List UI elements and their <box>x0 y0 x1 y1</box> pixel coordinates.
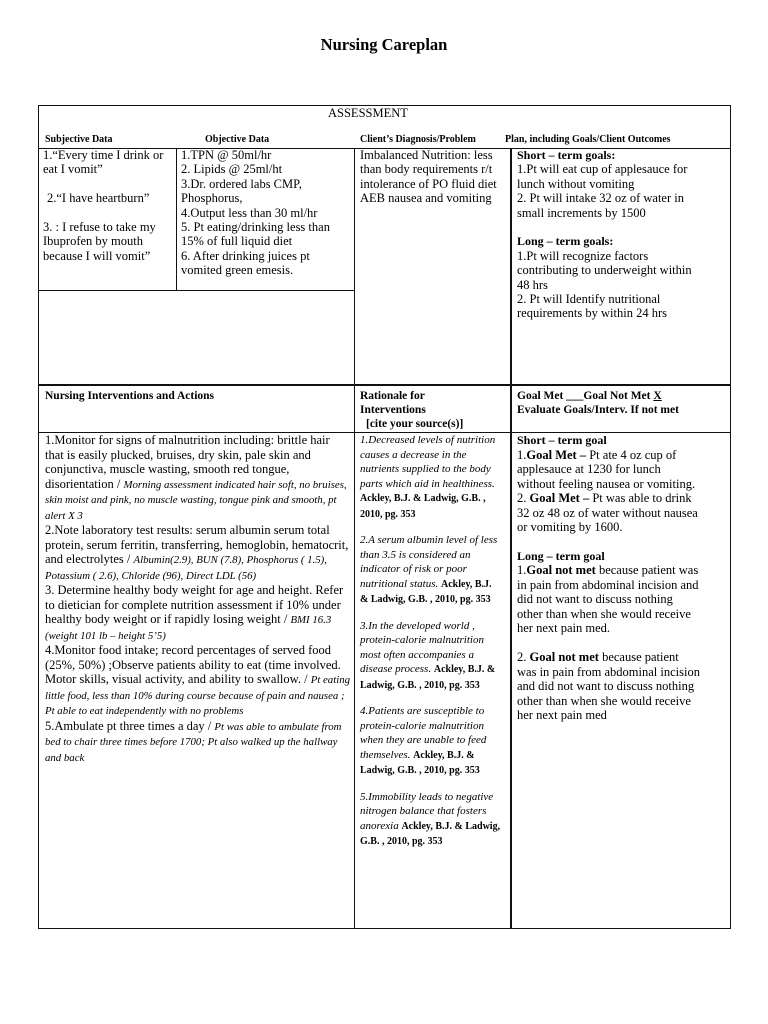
subjective-objective-divider <box>176 148 177 291</box>
rationale-item <box>360 533 502 608</box>
evaluation-item <box>517 448 701 492</box>
subjective-header: Subjective Data <box>45 134 113 145</box>
intervention-item <box>45 583 350 643</box>
rationale-text: 5.Immobility leads to negative nitrogen balance that fosters anorexia <box>360 790 494 832</box>
intervention-item <box>45 643 350 719</box>
short-term-goal-label: Short – term goal <box>517 433 607 447</box>
rationale-item <box>360 790 502 850</box>
objective-item: 4.Output less than 30 ml/hr <box>181 205 318 220</box>
interventions-header: Nursing Interventions and Actions <box>45 390 215 402</box>
objective-item: 6. After drinking juices pt vomited green emesis. <box>181 248 310 278</box>
rationale-text: 1.Decreased levels of nutrition causes a decrease in the nutrients supplied to the body parts which aid in healthiness. <box>360 434 496 490</box>
objective-item: 5. Pt eating/drinking less than 15% of full liquid diet <box>181 220 330 249</box>
assessment-heading: ASSESSMENT <box>328 106 408 120</box>
short-term-goal: 2. Pt will intake 32 oz of water in small increments by 1500 <box>517 191 684 220</box>
intervention-text: 5.Ambulate pt three times a day / <box>45 718 215 733</box>
evaluation-cell <box>517 433 701 723</box>
intervention-text: 1.Monitor for signs of malnutrition including: brittle hair that is easily plucked, bruises, dry skin, pale skin and conjunctiva, muscle wasting, smooth red tongue, disorientation / <box>45 433 330 491</box>
long-term-goals-label: Long – term goals: <box>517 234 614 249</box>
interventions-section-rule <box>38 384 731 386</box>
rationale-text: 3.In the developed world , protein-calorie malnutrition most often accompanies a disease process. <box>360 619 484 675</box>
intervention-text: 2.Note laboratory test results: serum albumin serum total protein, serum ferritin, transferring, hemoglobin, hematocrit, and electrolytes / <box>45 523 349 566</box>
long-term-goal: 2. Pt will Identify nutritional requirements by within 24 hrs <box>517 292 667 321</box>
objective-item: 2. Lipids @ 25ml/ht <box>181 162 283 177</box>
rationale-source: Ackley, B.J. & Ladwig, G.B. , 2010, pg. 353 <box>360 749 480 776</box>
evaluation-header <box>517 389 697 417</box>
plan-header: Plan, including Goals/Client Outcomes <box>505 134 671 145</box>
interventions-cell <box>45 433 350 765</box>
rationale-header <box>360 389 500 431</box>
subjective-objective-bottom-rule <box>38 290 355 291</box>
evaluation-num: 2. <box>517 491 530 505</box>
column-divider-right <box>510 148 512 928</box>
evaluation-text: Pt ate 4 oz cup of applesauce at 1230 for lunch without feeling nausea or vomiting. <box>517 447 696 491</box>
evaluation-num: 2. <box>517 650 530 665</box>
intervention-item <box>45 433 350 523</box>
rationale-source: Ackley, B.J. & Ladwig, G.B. , 2010, pg. 353 <box>360 493 486 520</box>
evaluation-text: because patient was in pain from abdominal incision and did not want to discuss nothing other than when she would receive her next pain med <box>517 650 700 723</box>
rationale-header-title: Rationale for Interventions <box>360 390 426 416</box>
intervention-note: Morning assessment indicated hair soft, no bruises, skin moist and pink, no muscle wasting, tongue pink and smooth, pt alert X 3 <box>45 478 347 522</box>
rationale-header-cite: [cite your source(s)] <box>366 418 464 430</box>
evaluation-status: Goal not met <box>526 563 596 578</box>
rationale-cell <box>360 433 502 861</box>
rationale-source: Ackley, B.J. & Ladwig, G.B. , 2010, pg. 353 <box>360 820 501 847</box>
objective-header: Objective Data <box>205 134 270 145</box>
evaluation-header-status: Goal Met ___Goal Not Met <box>517 390 654 402</box>
evaluation-status: Goal not met <box>529 650 599 665</box>
diagnosis-header: Client’s Diagnosis/Problem <box>360 134 476 145</box>
intervention-item <box>45 523 350 583</box>
objective-item: 1.TPN @ 50ml/hr <box>181 148 272 162</box>
subjective-item: 2.“I have heartburn” <box>47 191 150 206</box>
subjective-item: 3. : I refuse to take my Ibuprofen by mouth because I will vomit” <box>43 220 156 263</box>
intervention-note: BMI 16.3 (weight 101 lb – height 5’5) <box>45 614 332 642</box>
intervention-note: Albumin(2.9), BUN (7.8), Phosphorus ( 1.5), Potassium ( 2.6), Chloride (96), Direct LDL (56) <box>45 554 327 582</box>
rationale-item <box>360 704 502 779</box>
evaluation-item <box>517 650 701 723</box>
long-term-goal-label: Long – term goal <box>517 548 605 563</box>
evaluation-text: Pt was able to drink 32 oz 48 oz of water without nausea or vomiting by 1600. <box>517 491 698 534</box>
evaluation-header-mark: X <box>653 390 662 402</box>
short-term-goal: 1.Pt will eat cup of applesauce for lunch without vomiting <box>517 162 688 191</box>
evaluation-header-subtitle: Evaluate Goals/Interv. If not met <box>517 404 679 416</box>
rationale-text: 2.A serum albumin level of less than 3.5 is considered an indicator of risk or poor nutritional status. <box>360 534 498 590</box>
intervention-text: 3. Determine healthy body weight for age and height. Refer to dietician for complete nutrition assessment if 10% under healthy body weight or if rapidly losing weight / <box>45 583 344 626</box>
intervention-text: 4.Monitor food intake; record percentages of served food (25%, 50%) ;Observe patients ability to eat (time involved. Motor skills, visual activity, and ability to swallow. / <box>45 643 341 686</box>
intervention-item <box>45 719 350 766</box>
objective-data-cell <box>181 148 349 278</box>
intervention-note: Pt eating little food, less than 10% during course because of pain and nausea ; Pt able to eat independently with no problems <box>45 674 350 717</box>
table-border-bottom <box>38 928 731 929</box>
evaluation-item <box>517 563 701 636</box>
plan-cell <box>517 148 703 321</box>
intervention-note: Pt was able to ambulate from bed to chair three times before 1700; Pt also walked up the hallway and back <box>45 720 342 764</box>
evaluation-status: Goal Met – <box>529 491 590 505</box>
objective-item: 3.Dr. ordered labs CMP, Phosphorus, <box>181 176 302 206</box>
long-term-goal: 1.Pt will recognize factors contributing to underweight within 48 hrs <box>517 248 692 292</box>
table-border-right <box>730 105 731 929</box>
table-border-left <box>38 105 39 929</box>
evaluation-num: 1. <box>517 563 527 578</box>
subjective-item: 1.“Every time I drink or eat I vomit” <box>43 148 164 177</box>
subjective-data-cell <box>43 148 173 263</box>
column-divider-left <box>354 148 355 928</box>
page-title: Nursing Careplan <box>320 35 448 54</box>
short-term-goals-label: Short – term goals: <box>517 148 616 162</box>
evaluation-num: 1. <box>517 447 527 462</box>
rationale-item <box>360 619 502 694</box>
rationale-source: Ackley, B.J. & Ladwig, G.B. , 2010, pg. 353 <box>360 578 492 605</box>
diagnosis-cell: Imbalanced Nutrition: less than body requirements r/t intolerance of PO fluid diet AEB nausea and vomiting <box>360 148 497 206</box>
evaluation-status: Goal Met – <box>526 447 587 462</box>
rationale-source: Ackley, B.J. & Ladwig, G.B. , 2010, pg. 353 <box>360 664 496 691</box>
evaluation-text: because patient was in pain from abdominal incision and did not want to discuss nothing other than when she would receive her next pain med. <box>517 563 699 636</box>
rationale-item <box>360 433 502 522</box>
evaluation-item <box>517 491 701 535</box>
rationale-text: 4.Patients are susceptible to protein-calorie malnutrition when they are unable to feed themselves. <box>360 705 487 761</box>
